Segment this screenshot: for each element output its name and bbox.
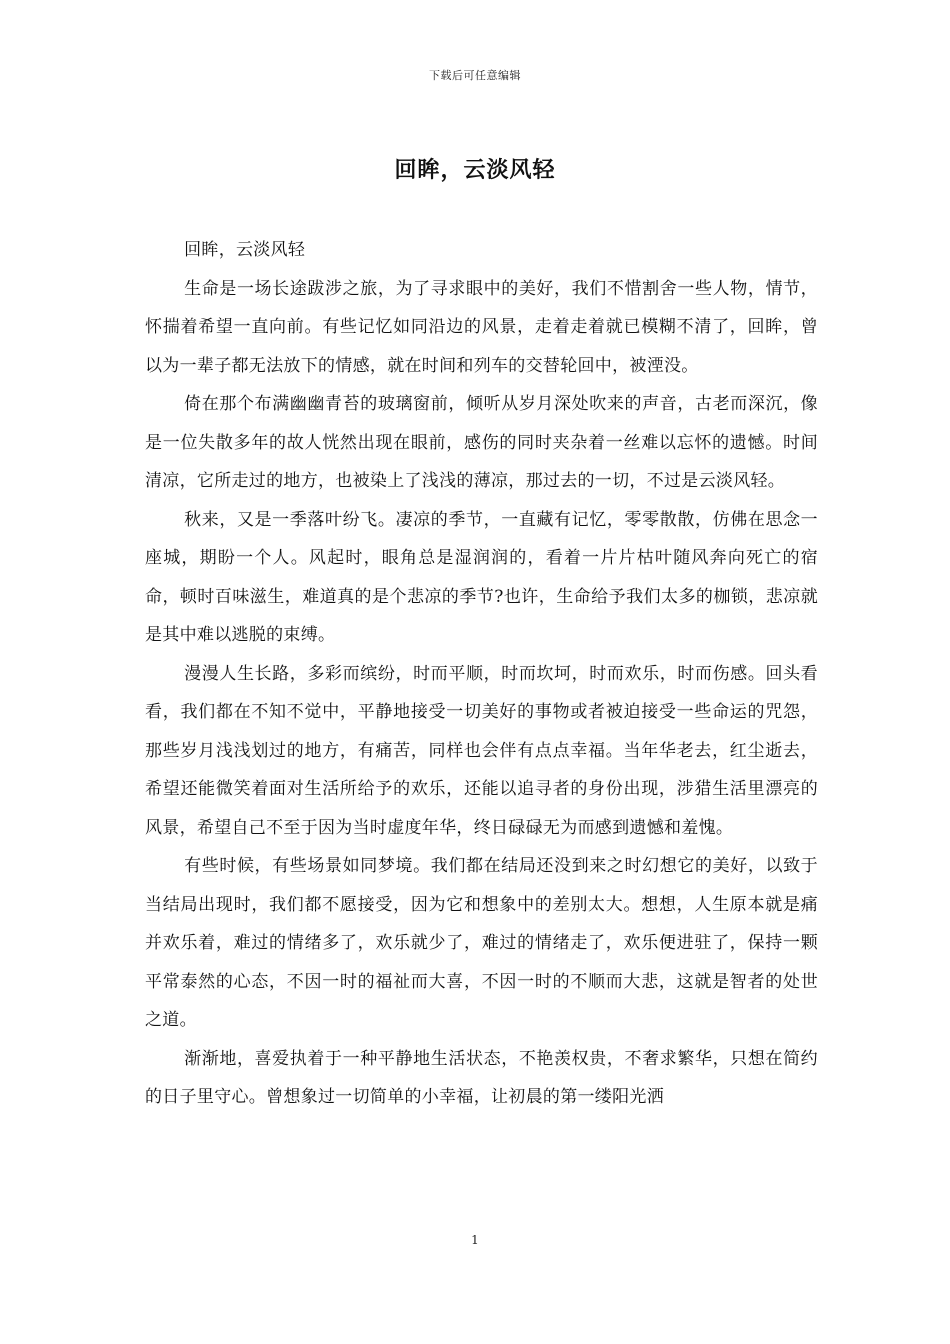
paragraph: 有些时候，有些场景如同梦境。我们都在结局还没到来之时幻想它的美好，以致于当结局出现时，我们都不愿接受，因为它和想象中的差别太大。想想，人生原本就是痛并欢乐着，难过的情绪多了，欢乐就少了，难过的情绪走了，欢乐便进驻了，保持一颗平常泰然的心态，不因一时的福祉而大喜，不因一时的不顺而大悲，这就是智者的处世之道。 xyxy=(145,856,818,1030)
page-number: 1 xyxy=(471,1233,479,1247)
header-note: 下载后可任意编辑 xyxy=(429,69,521,82)
paragraph: 倚在那个布满幽幽青苔的玻璃窗前，倾听从岁月深处吹来的声音，古老而深沉，像是一位失散多年的故人恍然出现在眼前，感伤的同时夹杂着一丝难以忘怀的遗憾。时间清凉，它所走过的地方，也被染上了浅浅的薄凉，那过去的一切，不过是云淡风轻。 xyxy=(145,394,818,491)
document-body xyxy=(145,231,818,1117)
document-title: 回眸，云淡风轻 xyxy=(394,157,556,183)
paragraph: 渐渐地，喜爱执着于一种平静地生活状态，不艳羡权贵，不奢求繁华，只想在简约的日子里守心。曾想象过一切简单的小幸福，让初晨的第一缕阳光洒 xyxy=(145,1048,818,1107)
paragraph: 漫漫人生长路，多彩而缤纷，时而平顺，时而坎坷，时而欢乐，时而伤感。回头看看，我们都在不知不觉中，平静地接受一切美好的事物或者被迫接受一些命运的咒怨，那些岁月浅浅划过的地方，有痛苦，同样也会伴有点点幸福。当年华老去，红尘逝去，希望还能微笑着面对生活所给予的欢乐，还能以追寻者的身份出现，涉猎生活里漂亮的风景，希望自己不至于因为当时虚度年华，终日碌碌无为而感到遗憾和羞愧。 xyxy=(145,663,818,838)
paragraph: 回眸，云淡风轻 xyxy=(184,240,306,260)
paragraph: 生命是一场长途跋涉之旅，为了寻求眼中的美好，我们不惜割舍一些人物，情节，怀揣着希望一直向前。有些记忆如同沿边的风景，走着走着就已模糊不清了，回眸，曾以为一辈子都无法放下的情感，就在时间和列车的交替轮回中，被湮没。 xyxy=(145,278,818,376)
paragraph: 秋来，又是一季落叶纷飞。凄凉的季节，一直藏有记忆，零零散散，仿佛在思念一座城，期盼一个人。风起时，眼角总是湿润润的，看着一片片枯叶随风奔向死亡的宿命，顿时百味滋生，难道真的是个悲凉的季节?也许，生命给予我们太多的枷锁，悲凉就是其中难以逃脱的束缚。 xyxy=(145,509,818,645)
